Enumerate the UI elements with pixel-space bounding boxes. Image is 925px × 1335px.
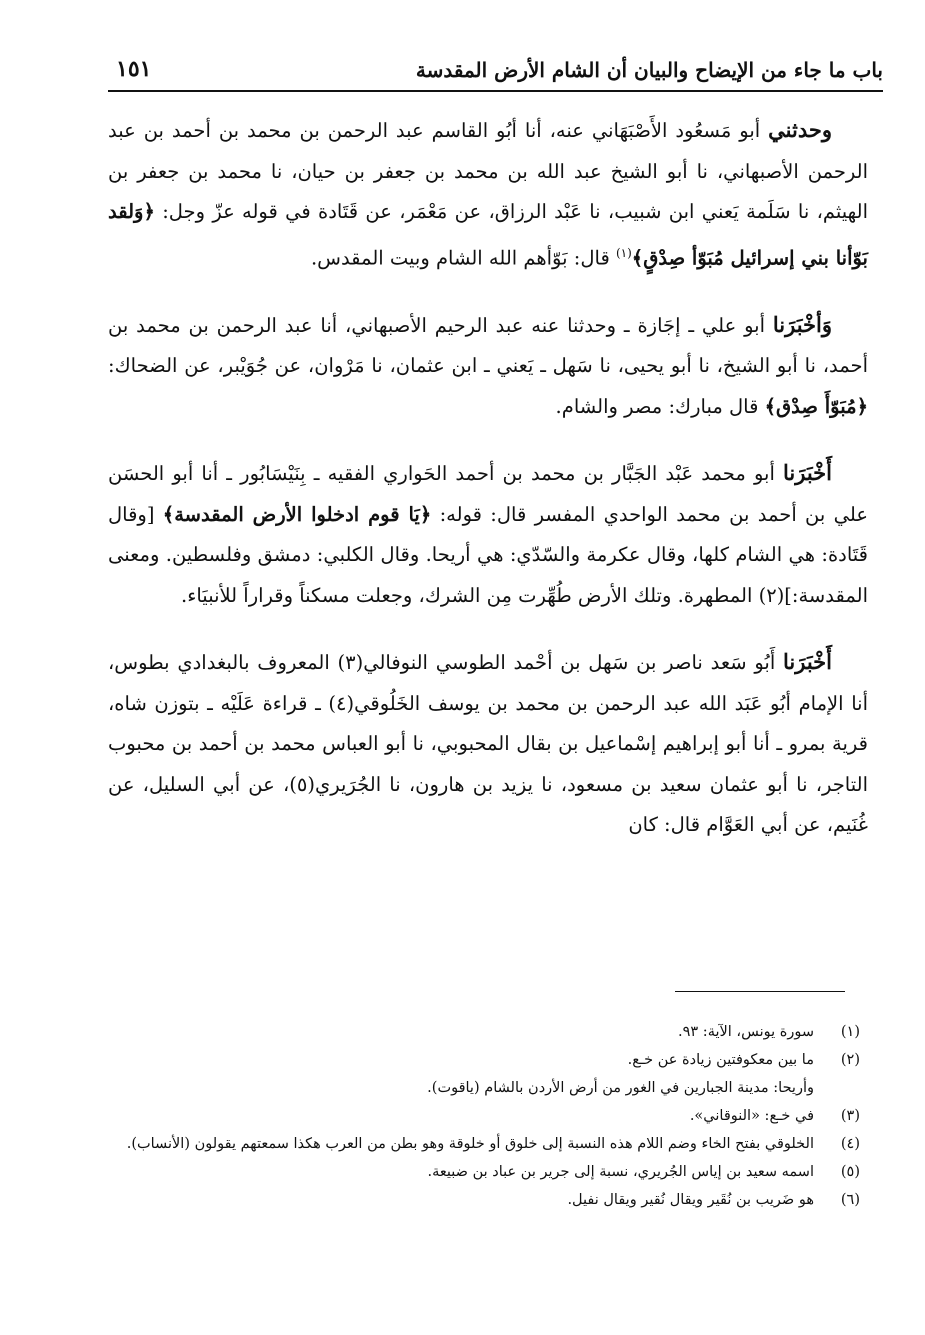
paragraph-text: أبو مَسعُود الأَصْبَهَاني عنه، أنا أبُو القاسم عبد الرحمن بن محمد بن أحمد بن عبد الرحمن الأصبهاني، نا أبو الشيخ عبد الله بن محمد بن جعفر بن حيان، نا محمد بن جعفر بن الهيثم، نا سَلَمة يَعني ابن شبيب، نا عَبْد الرزاق، عن مَعْمَر، عن قَتَادة في قوله عزّ وجل:	[108, 119, 868, 223]
paragraph-text: قال: بَوّأهم الله الشام وبيت المقدس.	[310, 246, 616, 269]
footnote-text: في خـع: «النوقاني».	[689, 1108, 814, 1124]
paragraph-text: أَبُو سَعد ناصر بن سَهل بن أحْمد الطوسي النوفالي(٣) المعروف بالبغدادي بطوس، أنا الإمام أبُو عَبَد الله عبد الرحمن بن محمد بن يوسف الخَلُوقي(٤) ـ قراءة عَلَيْه ـ بتوزن شاه، قرية بمرو ـ أنا أبو إبراهيم إسْماعيل بن بقال المحبوبي، نا أبو العباس محمد بن أحمد بن محبوب التاجر، نا أبو عثمان سعيد بن مسعود، نا يزيد بن هارون، نا الجُرَيري(٥)، عن أبي السليل، عن غُنَيم، عن أبي العَوَّام قال: كان	[108, 651, 868, 836]
footnote	[108, 1020, 860, 1044]
footnote-number: (٣)	[840, 1108, 860, 1124]
footnote-number: (١)	[840, 1024, 860, 1040]
footnote-number: (٢)	[840, 1052, 860, 1068]
footnote	[108, 1132, 860, 1156]
footnote-marker: (١)	[615, 245, 632, 260]
footnote-text: الخلوقي بفتح الخاء وضم اللام هذه النسبة إلى خلوق أو خلوقة وهو بطن من العرب هكذا سمعتهم يقولون (الأنساب).	[126, 1136, 814, 1152]
quran-quote: ﴿مُبَوّأَ صِدْق﴾	[764, 394, 868, 418]
footnote	[108, 1188, 860, 1212]
paragraph-lead: وَأخْبَرَنا	[772, 311, 832, 337]
page-number: ١٥١	[116, 56, 152, 82]
footnote-number	[814, 1076, 860, 1100]
running-header	[108, 52, 883, 92]
footnote	[108, 1160, 860, 1184]
footnote-number: (٥)	[840, 1164, 860, 1180]
paragraph-text: أبو محمد عَبْد الجَبَّار بن محمد بن أحمد الحَواري الفقيه ـ بِنَيْسَابُور ـ أنا أبو الحسَن علي بن أحمد بن محمد الواحدي المفسر قال: قوله:	[108, 462, 868, 526]
footnote-number: (٤)	[840, 1136, 860, 1152]
quran-quote: ﴿وَلقد بَوّأنا بني إسرائيل مُبَوّأ صِدْقٍ﴾	[108, 200, 868, 269]
footnote	[108, 1048, 860, 1072]
paragraph	[108, 642, 868, 846]
paragraph-text: أبو علي ـ إجَازة ـ وحدثنا عنه عبد الرحيم الأصبهاني، أنا عبد الرحمن بن محمد بن أحمد، نا أبو الشيخ، نا أبو يحيى، نا سَهل ـ يَعني ـ ابن عثمان، نا مَرْوان، عن جُوَيْبر، عن الضحاك:	[108, 313, 868, 377]
header-rule	[108, 90, 883, 92]
footnote-rule	[675, 991, 845, 992]
footnote	[108, 1076, 860, 1100]
paragraph-lead: وحدثني	[768, 117, 832, 142]
paragraph	[108, 305, 868, 428]
paragraph-lead: أَخْبَرَنا	[783, 649, 832, 674]
footnote	[108, 1104, 860, 1128]
paragraph-lead: أَخْبَرَنا	[783, 460, 832, 485]
paragraph-text: [وقال قَتَادة: هي الشام كلها، وقال عكرمة والسّدّي: هي أريحا. وقال الكلبي: دمشق وفلسطين. ومعنى المقدسة:](٢) المطهرة. وتلك الأرض طُهِّرت مِن الشرك، وجعلت مسكناً وقراراً للأنبيَاء.	[108, 502, 868, 607]
footnote-number: (٦)	[840, 1192, 860, 1208]
quran-quote: ﴿يَا قوم ادخلوا الأرض المقدسة﴾	[162, 502, 432, 526]
footnote-text: هو ضَريب بن نُقَير ويقال نُقير ويقال نفيل.	[567, 1192, 814, 1208]
chapter-title: باب ما جاء من الإيضاح والبيان أن الشام الأرض المقدسة	[415, 58, 883, 82]
footnote-text: اسمه سعيد بن إياس الجُريري، نسبة إلى جرير بن عباد بن ضبيعة.	[427, 1164, 814, 1180]
footnotes	[108, 1020, 860, 1216]
footnote-text: ما بين معكوفتين زيادة عن خـع.	[627, 1052, 814, 1068]
footnote-text: وأريحا: مدينة الجبارين في الغور من أرض الأردن بالشام (ياقوت).	[427, 1080, 814, 1096]
footnote-text: سورة يونس، الآية: ٩٣.	[678, 1024, 814, 1040]
paragraph-text: قال مبارك: مصر والشام.	[555, 394, 765, 418]
paragraph	[108, 453, 868, 616]
paragraph	[108, 110, 868, 279]
main-text	[108, 110, 868, 872]
